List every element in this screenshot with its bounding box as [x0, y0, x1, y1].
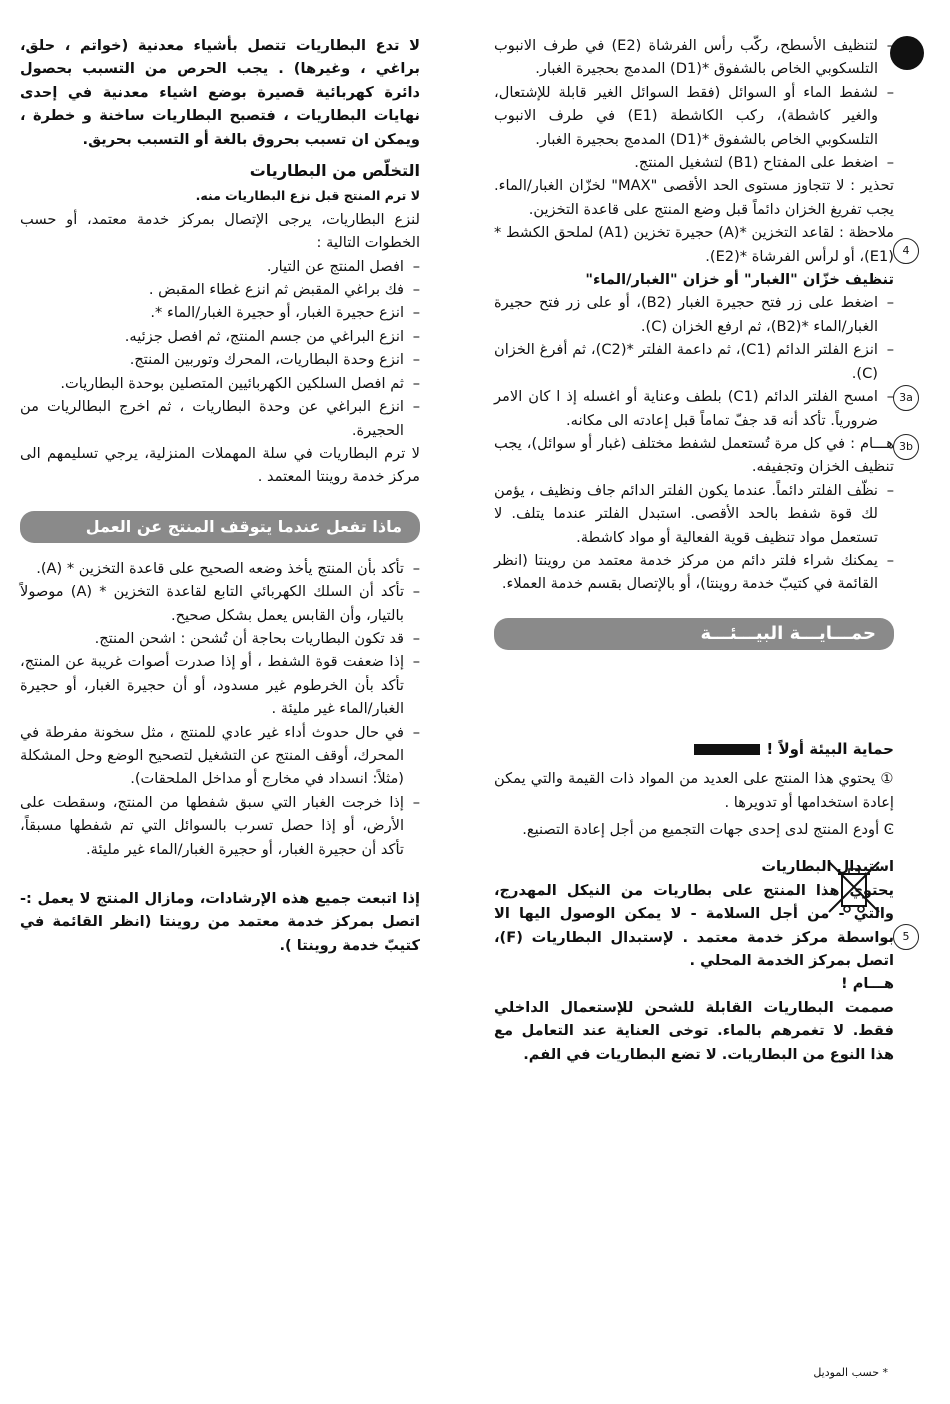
disposal-title: التخلّص من البطاريات	[249, 161, 420, 181]
list-item: – إذا ضعفت قوة الشفط ، أو إذا صدرت أصوات غريبة عن المنتج، تأكد بأن الخرطوم غير مسدود، أو أن حجيرة الغبار، أو حجيرة الغبار/الماء غير مليئة .	[20, 650, 420, 720]
step-marker-4: 4	[893, 238, 919, 264]
battery-title: استبدال البطاريات	[761, 858, 894, 876]
list-item: – انزع البراغي من جسم المنتج، ثم افصل جزئيه.	[20, 325, 420, 348]
recycle-icon: Ͼ	[879, 820, 894, 838]
battery-important-text: صممت البطاريات القابلة للشحن للإستعمال الداخلي فقط. لا تغمرهم بالماء. توخى العناية عند التعامل مع هذا النوع من البطاريات. لا تضع البطاريات في الفم.	[494, 998, 894, 1063]
battery-text: يحتوي هذا المنتج على بطاريات من النيكل المهدرج، والتي - من أجل السلامة - لا يمكن الوصول اليها الا بواسطة مركز خدمة معتمد . لإستبدال البطاريات (F)، اتصل بمركز الخدمة المحلي .	[494, 881, 894, 969]
list-item: – انزع البراغي عن وحدة البطاريات ، ثم اخرج البطالريات من الحجيرة.	[20, 395, 420, 442]
important-text: هـــام : في كل مرة تُستعمل لشفط مختلف (غبار أو سوائل)، يجب تنظيف الخزان وتجفيفه.	[494, 434, 894, 476]
environment-item-text: يحتوي هذا المنتج على العديد من المواد ذات القيمة والتي يمكن إعادة استخدامها أو تدويرها .	[494, 770, 894, 811]
final-instruction: إذا اتبعت جميع هذه الإرشادات، ومازال المنتج لا يعمل :- اتصل بمركز خدمة معتمد من روينتا (انظر القائمة في كتيبّ خدمة روينتا ).	[20, 890, 420, 954]
disposal-warning: لا ترم المنتج قبل نزع البطاريات منه.	[195, 188, 420, 204]
list-item: – تأكد أن السلك الكهربائي التابع لقاعدة التخزين * (A) موصولاً بالتيار، وأن القابس يعمل بشكل صحيح.	[20, 580, 420, 627]
environment-item-text: أودع المنتج لدى إحدى جهات التجميع من أجل إعادة التصنيع.	[522, 820, 880, 838]
list-item: – افصل المنتج عن التيار.	[20, 255, 420, 278]
list-item: – اضغط على المفتاح (B1) لتشغيل المنتج.	[494, 151, 894, 174]
list-item: – ثم افصل السلكين الكهربائيين المتصلين بوحدة البطاريات.	[20, 372, 420, 395]
environment-title-text: حماية البيئة أولاً !	[766, 739, 894, 758]
step-marker-3b: 3b	[893, 434, 919, 460]
attachment-instructions	[494, 34, 894, 174]
list-item: – قد تكون البطاريات بحاجة أن تُشحن : اشحن المنتج.	[20, 627, 420, 650]
left-column	[20, 34, 420, 957]
disposal-text: لنزع البطاريات، يرجى الإتصال بمركز خدمة معتمد، أو حسب الخطوات التالية :	[20, 210, 420, 252]
battery-safety-text: لا تدع البطاريات تتصل بأشياء معدنية (خواتم ، حلق، براغي ، وغيرها) . يجب الحرص من التسبب بحصول دائرة كهربائية قصيرة بوضع اشياء معدنية في إحدى نهايات البطاريات ، فتصبح البطاريات ساخنة و خطرة ، ويمكن ان تسبب بحروق بالغة أو التسبب بحريق.	[20, 37, 420, 148]
list-item: – تأكد بأن المنتج يأخذ وضعه الصحيح على قاعدة التخزين * (A).	[20, 557, 420, 580]
environment-section-bar: حمـــايـــة البيـــئـــة	[494, 618, 894, 650]
disposal-steps	[20, 255, 420, 442]
environment-title	[494, 738, 894, 761]
step-marker-3a: 3a	[893, 385, 919, 411]
environment-item-1	[494, 767, 894, 814]
cleaning-steps	[494, 291, 894, 431]
disposal-final: لا ترم البطاريات في سلة المهملات المنزلية، يرجي تسليمهم الى مركز خدمة روينتا المعتمد .	[20, 444, 420, 486]
filter-instructions	[494, 479, 894, 596]
list-item: – فك براغي المقبض ثم انزع غطاء المقبض .	[20, 278, 420, 301]
troubleshooting-list	[20, 557, 420, 861]
list-item: – لتنظيف الأسطح، ركّب رأس الفرشاة (E2) في طرف الانبوب التلسكوبي الخاص بالشفوق *(D1) المدمج بحجيرة الغبار.	[494, 34, 894, 81]
step-marker-5: 5	[893, 924, 919, 950]
list-item: – يمكنك شراء فلتر دائم من مركز خدمة معتمد من روينتا (انظر القائمة في كتيبّ خدمة روينتا)، أو بالإتصال بقسم خدمة العملاء.	[494, 549, 894, 596]
battery-important-label: هـــام !	[841, 975, 894, 993]
list-item: – في حال حدوث أداء غير عادي للمنتج ، مثل سخونة مفرطة في المحرك، أوقف المنتج عن التشغيل لتصحيح الوضع وحل المشكلة (مثلاً: انسداد في مخارج أو مداخل الملحقات).	[20, 721, 420, 791]
list-item: – امسح الفلتر الدائم (C1) بلطف وعناية أو اغسله إذ ا كان الامر ضرورياً. تأكد أنه قد جفّ تماماً قبل إعادته الى مكانه.	[494, 385, 894, 432]
list-item: – انزع الفلتر الدائم (C1)، ثم داعمة الفلتر *(C2)، ثم أفرغ الخزان (C).	[494, 338, 894, 385]
environment-item-2	[494, 818, 894, 841]
cleaning-title: تنظيف خزّان "الغبار" أو خزان "الغبار/الماء"	[585, 271, 894, 289]
info-icon: ①	[875, 770, 894, 788]
list-item: – لشفط الماء أو السوائل (فقط السوائل الغير قابلة للإشتعال، والغير كاشطة)، ركب الكاشطة (E1) في طرف الانبوب التلسكوبي الخاص بالشفوق *(D1) المدمج بحجيرة الغبار.	[494, 81, 894, 151]
warning-text: تحذير : لا تتجاوز مستوى الحد الأقصى "MAX" لخزّان الغبار/الماء. يجب تفريغ الخزان دائماً قبل وضع المنتج على قاعدة التخزين.	[494, 177, 894, 218]
right-column	[494, 34, 894, 1066]
black-bar-decoration	[694, 744, 760, 755]
list-item: – اضغط على زر فتح حجيرة الغبار (B2)، أو على زر فتح حجيرة الغبار/الماء *(B2)، ثم ارفع الخزان (C).	[494, 291, 894, 338]
model-footnote: * حسب الموديل	[813, 1366, 888, 1379]
section-marker-dot	[890, 36, 924, 70]
list-item: – انزع وحدة البطاريات، المحرك وتوربين المنتج.	[20, 348, 420, 371]
list-item: – انزع حجيرة الغبار، أو حجيرة الغبار/الماء *.	[20, 301, 420, 324]
list-item: – إذا خرجت الغبار التي سبق شفطها من المنتج، وسقطت على الأرض، أو إذا حصل تسرب بالسوائل التي تم شفطها مسبقاً، تأكد أن حجيرة الغبار، أو حجيرة الغبار/الماء غير مليئة.	[20, 791, 420, 861]
troubleshooting-section-bar: ماذا تفعل عندما يتوقف المنتج عن العمل	[20, 511, 420, 543]
list-item: – نظّف الفلتر دائماً. عندما يكون الفلتر الدائم جاف ونظيف ، يؤمن لك قوة شفط بالحد الأقصى. استبدل الفلتر عندما يتلف. لا تستعمل مواد تنظيف قوية الفعالية أو مواد كاشطة.	[494, 479, 894, 549]
note-text: ملاحظة : لقاعد التخزين *(A) حجيرة تخزين (A1) لملحق الكشط *(E1)، أو لرأس الفرشاة *(E2).	[494, 224, 894, 265]
